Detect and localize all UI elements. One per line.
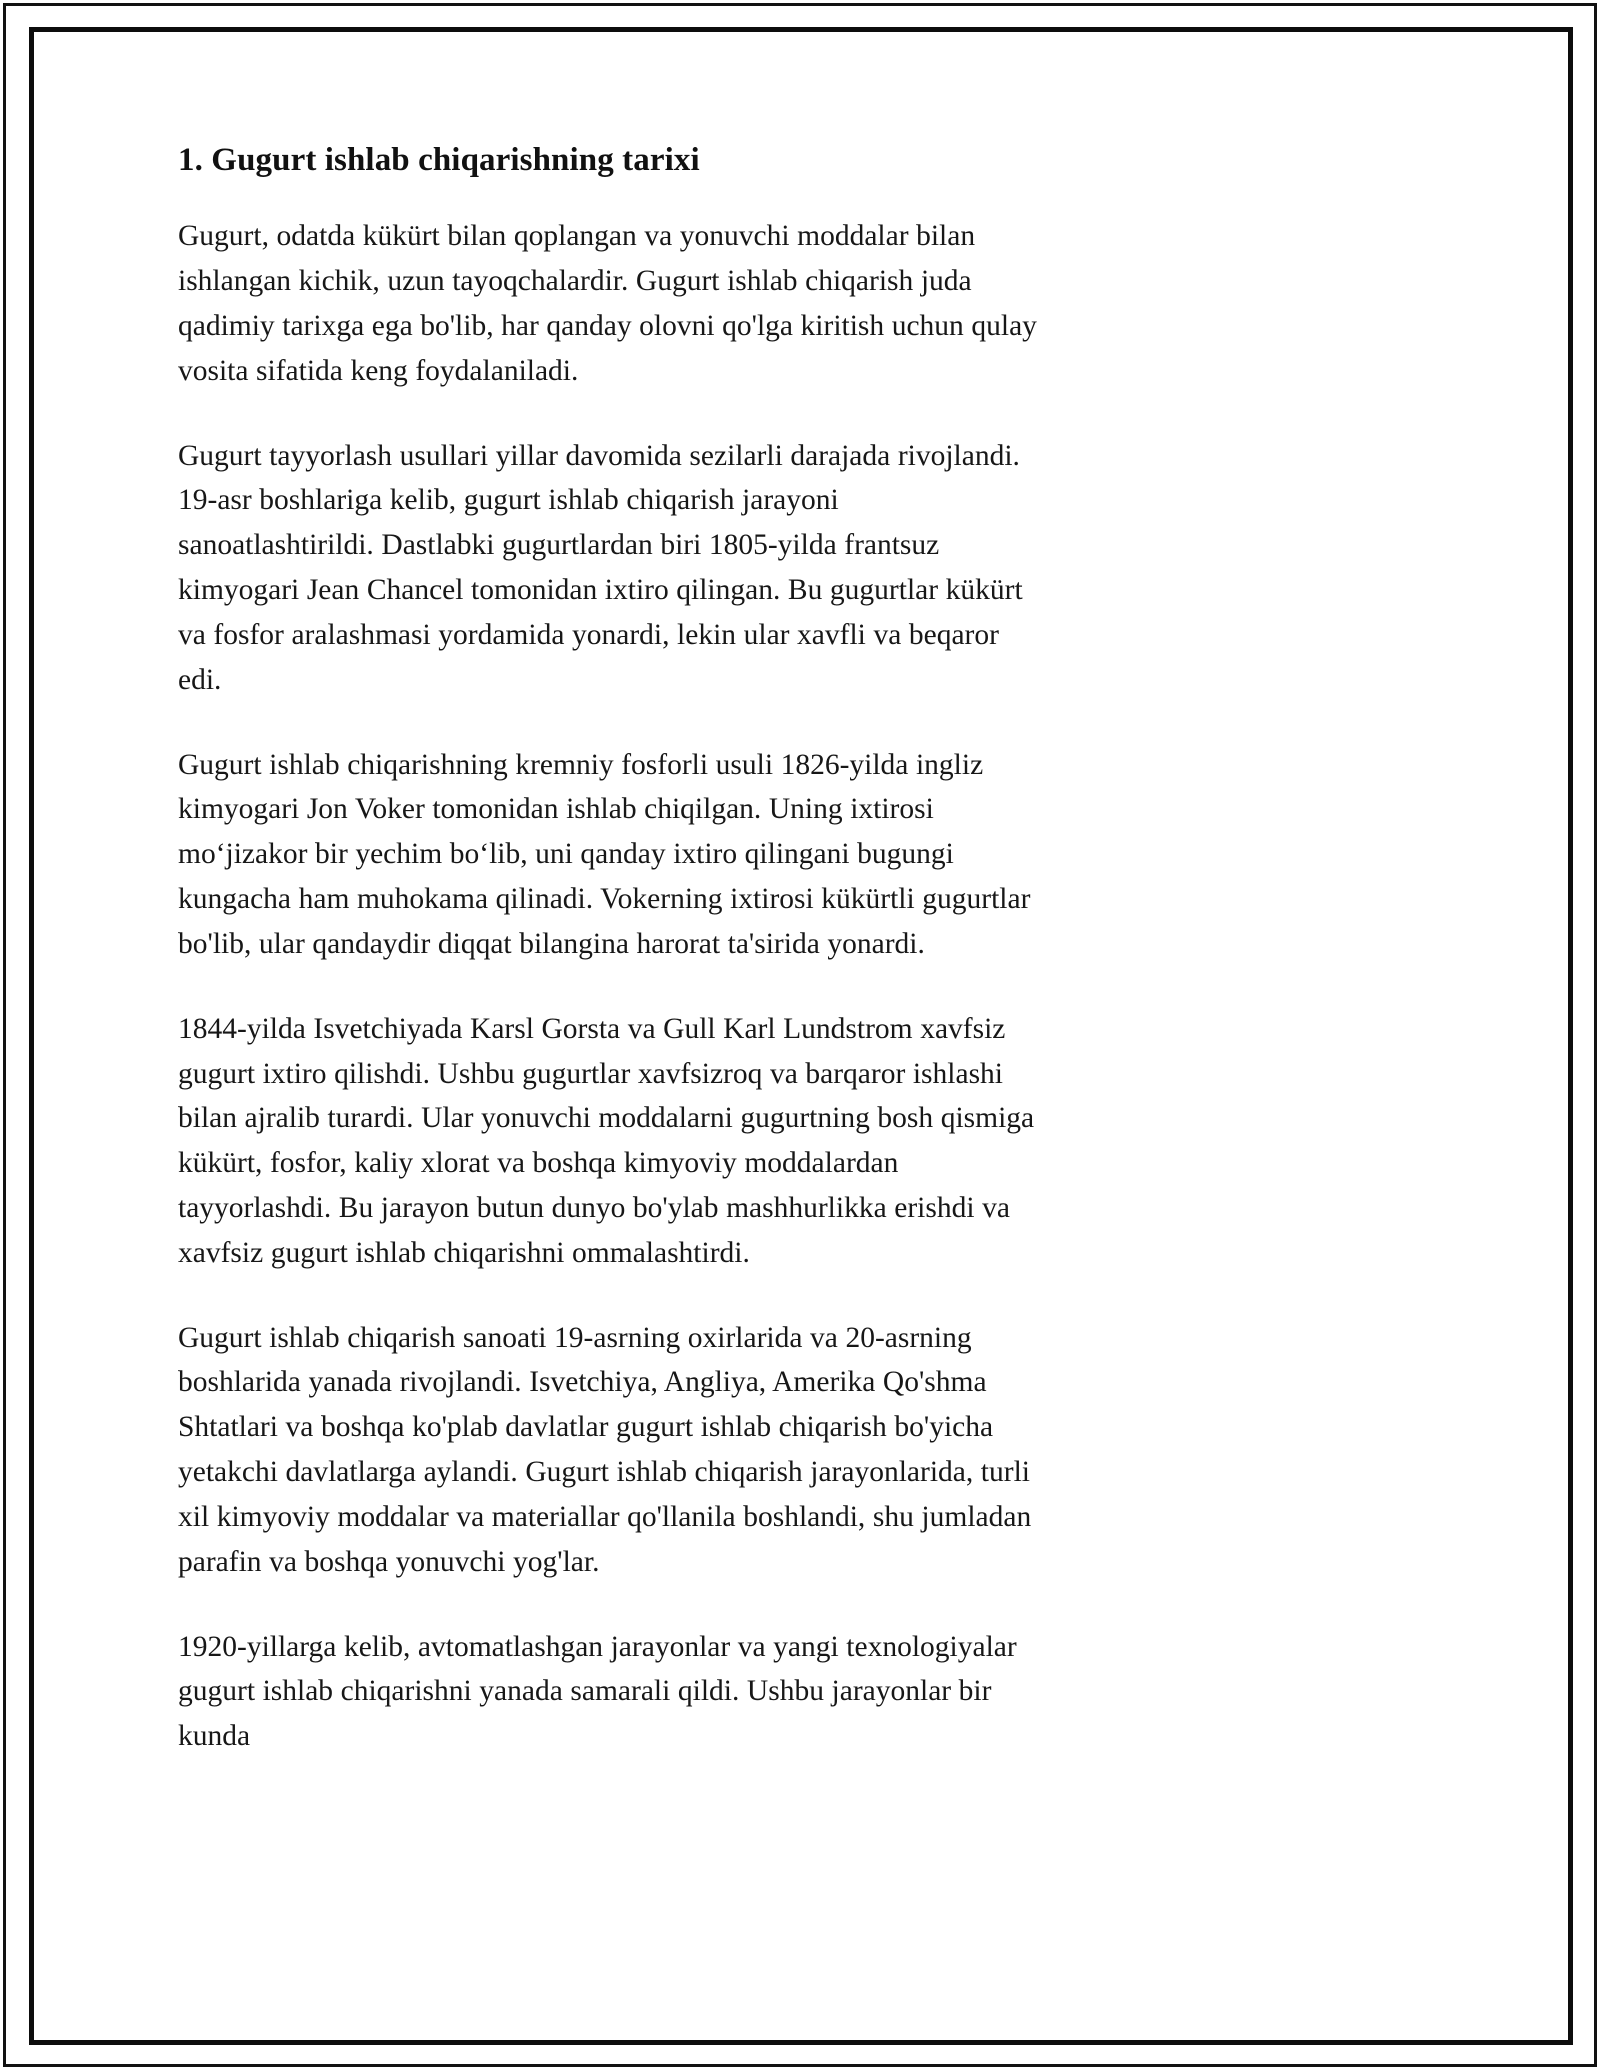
body-paragraph: 1844-yilda Isvetchiyada Karsl Gorsta va Gull Karl Lundstrom xavfsiz gugurt ixtiro qilishdi. Ushbu gugurtlar xavfsizroq va barqaror ishlashi bilan ajralib turardi. Ular yonuvchi moddalarni gugurtning bosh qismiga kükürt, fosfor, kaliy xlorat va boshqa kimyoviy moddalardan tayyorlashdi. Bu jarayon butun dunyo bo'ylab mashhurlikka erishdi va xavfsiz gugurt ishlab chiqarishni ommalashtirdi. xyxy=(178,1012,1035,1269)
body-paragraph: Gugurt tayyorlash usullari yillar davomida sezilarli darajada rivojlandi. 19-asr boshlariga kelib, gugurt ishlab chiqarish jarayoni sanoatlashtirildi. Dastlabki gugurtlardan biri 1805-yilda frantsuz kimyogari Jean Chancel tomonidan ixtiro qilingan. Bu gugurtlar kükürt va fosfor aralashmasi yordamida yonardi, lekin ular xavfli va beqaror edi. xyxy=(178,439,1023,696)
body-paragraph: Gugurt ishlab chiqarish sanoati 19-asrning oxirlarida va 20-asrning boshlarida yanada rivojlandi. Isvetchiya, Angliya, Amerika Qo'shma Shtatlari va boshqa ko'plab davlatlar gugurt ishlab chiqarish bo'yicha yetakchi davlatlarga aylandi. Gugurt ishlab chiqarish jarayonlarida, turli xil kimyoviy moddalar va materiallar qo'llanila boshlandi, shu jumladan parafin va boshqa yonuvchi yog'lar. xyxy=(178,1321,1032,1578)
page-sheet xyxy=(34,32,1568,2040)
body-paragraph: Gugurt, odatda kükürt bilan qoplangan va yonuvchi moddalar bilan ishlangan kichik, uzun tayoqchalardir. Gugurt ishlab chiqarish juda qadimiy tarixga ega bo'lib, har qanday olovni qo'lga kiritish uchun qulay vosita sifatida keng foydalaniladi. xyxy=(178,220,1037,387)
document-body xyxy=(178,140,1040,1759)
page-title: 1. Gugurt ishlab chiqarishning tarixi xyxy=(178,142,700,178)
body-paragraph: Gugurt ishlab chiqarishning kremniy fosforli usuli 1826-yilda ingliz kimyogari Jon Voker tomonidan ishlab chiqilgan. Uning ixtirosi moʻjizakor bir yechim boʻlib, uni qanday ixtiro qilingani bugungi kungacha ham muhokama qilinadi. Vokerning ixtirosi kükürtli gugurtlar bo'lib, ular qandaydir diqqat bilangina harorat ta'sirida yonardi. xyxy=(178,748,1031,960)
body-paragraph: 1920-yillarga kelib, avtomatlashgan jarayonlar va yangi texnologiyalar gugurt ishlab chiqarishni yanada samarali qildi. Ushbu jarayonlar bir kunda xyxy=(178,1630,1017,1753)
